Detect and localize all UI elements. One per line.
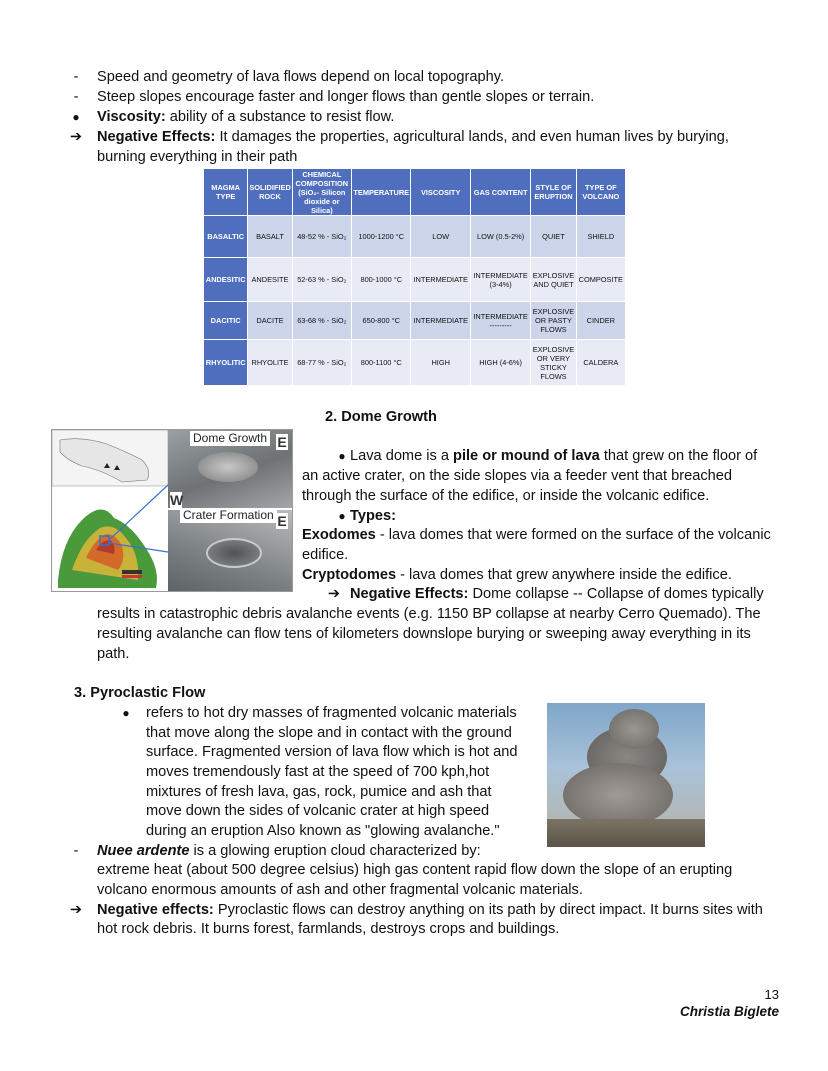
- table-cell: 650-800 °C: [352, 302, 411, 340]
- table-cell: EXPLOSIVE OR VERY STICKY FLOWS: [531, 340, 576, 386]
- magma-type-table: [203, 168, 626, 386]
- types-label: Types:: [350, 508, 396, 524]
- table-cell: INTERMEDIATE: [411, 302, 470, 340]
- table-cell: COMPOSITE: [576, 258, 625, 302]
- dome-definition: Lava dome is a pile or mound of lava that grew on the floor of: [350, 448, 758, 464]
- crater-formation-label: Crater Formation: [180, 508, 277, 523]
- table-header-cell: MAGMA TYPE: [204, 169, 248, 216]
- table-cell: HIGH: [411, 340, 470, 386]
- arrow-marker: ➔: [327, 586, 341, 602]
- table-cell: EXPLOSIVE AND QUIET: [531, 258, 576, 302]
- text-line: resulting avalanche can flow tens of kilometers downslope burying or sweeping away everything in its: [97, 626, 751, 642]
- table-cell: BASALT: [248, 216, 292, 258]
- table-row: [204, 302, 626, 340]
- table-cell: 1000-1200 °C: [352, 216, 411, 258]
- viscosity-definition: Viscosity: ability of a substance to resist flow.: [97, 109, 395, 125]
- pyroclastic-flow-photo: [547, 703, 705, 847]
- bullet-marker: ●: [72, 110, 80, 124]
- table-cell: EXPLOSIVE OR PASTY FLOWS: [531, 302, 576, 340]
- table-cell: ANDESITIC: [204, 258, 248, 302]
- negative-effects-pyroclastic: Negative effects: Pyroclastic flows can destroy anything on its path by direct impact. It burns sites with: [97, 902, 763, 918]
- dome-growth-label: Dome Growth: [190, 431, 270, 446]
- table-cell: DACITE: [248, 302, 292, 340]
- table-cell: BASALTIC: [204, 216, 248, 258]
- bullet-marker: ●: [122, 706, 130, 720]
- text-line: an active crater, on the side slopes via a feeder vent that breached: [302, 468, 732, 484]
- text-line: during an eruption Also known as "glowing avalanche.": [146, 823, 500, 839]
- table-row: [204, 258, 626, 302]
- dash-marker: -: [73, 843, 79, 859]
- table-cell: HIGH (4-6%): [470, 340, 530, 386]
- exodomes-definition: Exodomes - lava domes that were formed on the surface of the volcanic: [302, 527, 771, 543]
- table-row: [204, 340, 626, 386]
- cryptodomes-definition: Cryptodomes - lava domes that grew anywhere inside the edifice.: [302, 567, 732, 583]
- page-number: 13: [764, 987, 779, 1002]
- east-flag: E: [277, 434, 287, 450]
- table-header-cell: TYPE OF VOLCANO: [576, 169, 625, 216]
- table-cell: 800-1000 °C: [352, 258, 411, 302]
- text-line: hot rock debris. It burns forest, farmlands, destroys crops and buildings.: [97, 921, 560, 937]
- text-line: Speed and geometry of lava flows depend on local topography.: [97, 69, 505, 85]
- table-header-cell: GAS CONTENT: [470, 169, 530, 216]
- table-header-cell: VISCOSITY: [411, 169, 470, 216]
- table-header-row: [204, 169, 626, 216]
- dash-marker: -: [73, 89, 79, 105]
- nuee-ardente-definition: Nuee ardente is a glowing eruption cloud characterized by:: [97, 843, 481, 859]
- negative-effects-lava: Negative Effects: It damages the properties, agricultural lands, and even human lives by burying,: [97, 129, 729, 145]
- section-heading-pyroclastic-flow: 3. Pyroclastic Flow: [74, 685, 206, 701]
- table-cell: SHIELD: [576, 216, 625, 258]
- table-cell: INTERMEDIATE ---------: [470, 302, 530, 340]
- text-line: volcano enormous amounts of ash and other fragmental volcanic materials.: [97, 882, 583, 898]
- bullet-marker: ●: [338, 509, 346, 523]
- table-cell: LOW (0.5-2%): [470, 216, 530, 258]
- table-cell: 52-63 % - SiO₂: [292, 258, 351, 302]
- table-cell: INTERMEDIATE: [411, 258, 470, 302]
- table-cell: 63-68 % - SiO₂: [292, 302, 351, 340]
- west-flag: W: [170, 492, 184, 508]
- dome-growth-figure: [51, 429, 293, 592]
- table-cell: RHYOLITE: [248, 340, 292, 386]
- text-line: refers to hot dry masses of fragmented volcanic materials: [146, 705, 517, 721]
- text-line: results in catastrophic debris avalanche events (e.g. 1150 BP collapse at nearby Cerro Quemado). The: [97, 606, 761, 622]
- negative-effects-dome: Negative Effects: Dome collapse -- Collapse of domes typically: [350, 586, 764, 602]
- text-line: that move along the slope and in contact with the ground: [146, 725, 512, 741]
- author-name: Christia Biglete: [679, 1004, 779, 1019]
- table-cell: QUIET: [531, 216, 576, 258]
- table-header-cell: SOLIDIFIED ROCK: [248, 169, 292, 216]
- east-flag: E: [277, 513, 287, 529]
- table-cell: LOW: [411, 216, 470, 258]
- text-line: edifice.: [302, 547, 349, 563]
- text-line: moves tremendously fast at the speed of 700 kph,hot: [146, 764, 490, 780]
- table-header-cell: TEMPERATURE: [352, 169, 411, 216]
- text-line: path.: [97, 646, 130, 662]
- table-cell: 48-52 % - SiO₂: [292, 216, 351, 258]
- text-line: extreme heat (about 500 degree celsius) high gas content rapid flow down the slope of an erupting: [97, 862, 733, 878]
- text-line: Steep slopes encourage faster and longer flows than gentle slopes or terrain.: [97, 89, 595, 105]
- text-line: surface. Fragmented version of lava flow which is hot and: [146, 744, 518, 760]
- arrow-marker: ➔: [69, 902, 83, 918]
- table-cell: DACITIC: [204, 302, 248, 340]
- table-cell: 800-1100 °C: [352, 340, 411, 386]
- table-cell: ANDESITE: [248, 258, 292, 302]
- table-cell: CINDER: [576, 302, 625, 340]
- table-cell: INTERMEDIATE (3-4%): [470, 258, 530, 302]
- location-map-image: [52, 430, 168, 591]
- bullet-marker: ●: [338, 449, 346, 463]
- dash-marker: -: [73, 69, 79, 85]
- table-cell: 68-77 % - SiO₂: [292, 340, 351, 386]
- table-header-cell: STYLE OF ERUPTION: [531, 169, 576, 216]
- table-cell: CALDERA: [576, 340, 625, 386]
- section-heading-dome-growth: 2. Dome Growth: [325, 409, 437, 425]
- table-header-cell: CHEMICAL COMPOSITION (SiO₂- Silicon dioxide or Silica): [292, 169, 351, 216]
- text-line: mixtures of fresh lava, gas, rock, pumice and ash that: [146, 784, 492, 800]
- arrow-marker: ➔: [69, 129, 83, 145]
- text-line: through the surface of the edifice, or inside the volcanic edifice.: [302, 488, 710, 504]
- table-row: [204, 216, 626, 258]
- text-line: burning everything in their path: [97, 149, 298, 165]
- table-cell: RHYOLITIC: [204, 340, 248, 386]
- text-line: move down the sides of volcanic crater at high speed: [146, 803, 490, 819]
